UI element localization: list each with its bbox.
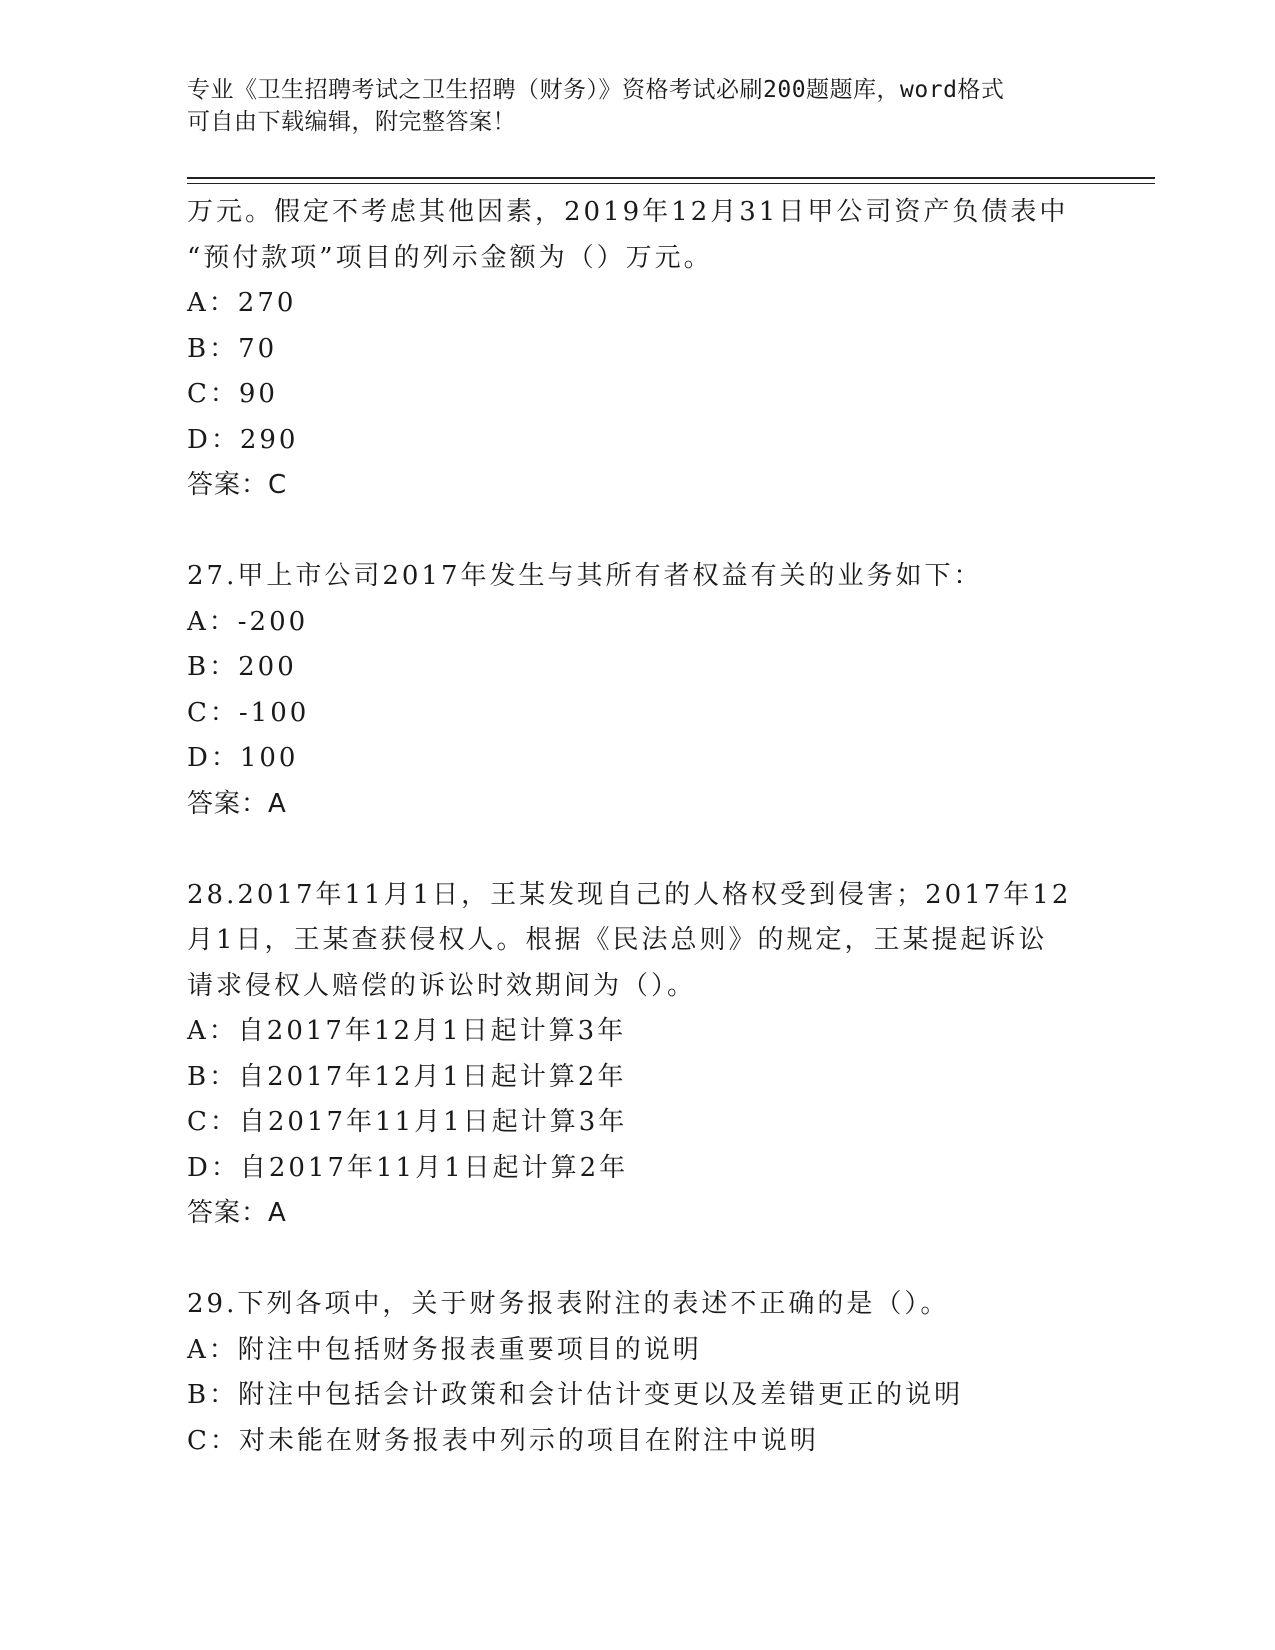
answer-line: 答案：C bbox=[187, 470, 288, 500]
option-d: D：自2017年11月1日起计算2年 bbox=[187, 1152, 629, 1183]
header-title-line-1: 专业《卫生招聘考试之卫生招聘（财务）》资格考试必刷200题题库，word格式 bbox=[187, 77, 1005, 103]
document-header bbox=[187, 74, 1067, 138]
option-a: A：自2017年12月1日起计算3年 bbox=[187, 1016, 627, 1046]
question-26-continuation bbox=[187, 190, 1087, 509]
header-title-line-2: 可自由下载编辑，附完整答案！ bbox=[187, 109, 516, 135]
question-text-line: 27.甲上市公司2017年发生与其所有者权益有关的业务如下： bbox=[187, 561, 983, 591]
option-d: D：100 bbox=[187, 743, 299, 773]
question-text-line: 29.下列各项中，关于财务报表附注的表述不正确的是（）。 bbox=[187, 1289, 950, 1319]
option-b: B：附注中包括会计政策和会计估计变更以及差错更正的说明 bbox=[187, 1380, 964, 1410]
option-a: A：270 bbox=[187, 288, 297, 318]
option-b: B：200 bbox=[187, 652, 297, 682]
question-29 bbox=[187, 1282, 1087, 1464]
option-b: B：70 bbox=[187, 333, 278, 364]
question-text-line: 28.2017年11月1日，王某发现自己的人格权受到侵害；2017年12 bbox=[187, 879, 1072, 910]
option-a: A：附注中包括财务报表重要项目的说明 bbox=[187, 1334, 702, 1365]
spacer bbox=[187, 827, 1087, 873]
option-b: B：自2017年12月1日起计算2年 bbox=[187, 1061, 627, 1092]
question-text-line: 万元。假定不考虑其他因素，2019年12月31日甲公司资产负债表中 bbox=[187, 197, 1069, 227]
option-c: C：90 bbox=[187, 379, 278, 409]
spacer bbox=[187, 509, 1087, 555]
option-c: C：自2017年11月1日起计算3年 bbox=[187, 1107, 628, 1137]
option-d: D：290 bbox=[187, 424, 299, 455]
spacer bbox=[187, 1237, 1087, 1283]
option-c: C：对未能在财务报表中列示的项目在附注中说明 bbox=[187, 1425, 819, 1456]
question-28 bbox=[187, 873, 1087, 1237]
option-a: A：-200 bbox=[187, 606, 309, 637]
question-text-line: 请求侵权人赔偿的诉讼时效期间为（）。 bbox=[187, 970, 697, 1001]
question-text-line: 月1日，王某查获侵权人。根据《民法总则》的规定，王某提起诉讼 bbox=[187, 925, 1048, 955]
header-divider-thin bbox=[187, 183, 1155, 184]
question-text-line: “预付款项”项目的列示金额为（）万元。 bbox=[187, 242, 713, 273]
question-content bbox=[187, 190, 1087, 1464]
header-divider-thick bbox=[187, 177, 1155, 179]
answer-line: 答案：A bbox=[187, 788, 287, 819]
answer-line: 答案：A bbox=[187, 1198, 287, 1228]
option-c: C：-100 bbox=[187, 697, 310, 728]
question-27 bbox=[187, 554, 1087, 827]
